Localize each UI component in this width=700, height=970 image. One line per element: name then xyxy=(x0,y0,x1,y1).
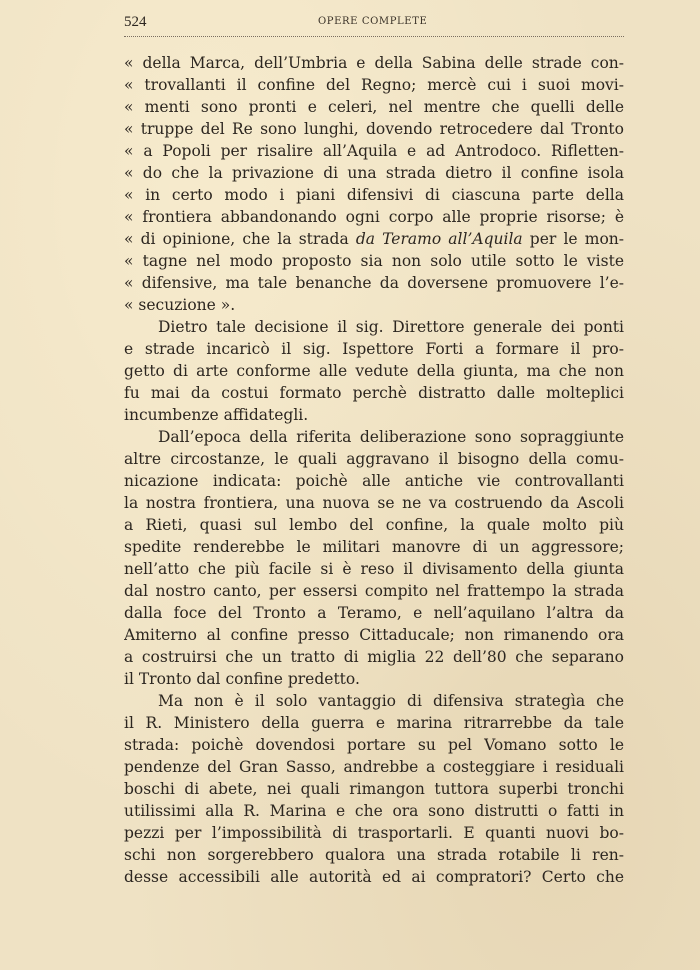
text-line: getto di arte conforme alle vedute della giunta, ma che non xyxy=(124,362,624,380)
text-segment: per le mon- xyxy=(522,230,624,248)
text-line: nicazione indicata: poichè alle antiche vie controvallanti xyxy=(124,472,624,490)
text-line: dalla foce del Tronto a Teramo, e nell’aquilano l’altra da xyxy=(124,604,624,622)
text-line: pendenze del Gran Sasso, andrebbe a costeggiare i residuali xyxy=(124,758,624,776)
text-segment: « di opinione, che la strada xyxy=(124,230,356,248)
text-line: boschi di abete, nei quali rimangon tuttora superbi tronchi xyxy=(124,780,624,798)
text-line: a Rieti, quasi sul lembo del confine, la quale molto più xyxy=(124,516,624,534)
text-line: « secuzione ». xyxy=(124,296,236,314)
text-line: « in certo modo i piani difensivi di ciascuna parte della xyxy=(124,186,624,204)
text-line: « menti sono pronti e celeri, nel mentre che quelli delle xyxy=(124,98,624,116)
text-line: « tagne nel modo proposto sia non solo utile sotto le viste xyxy=(124,252,624,270)
text-line: Amiterno al confine presso Cittaducale; non rimanendo ora xyxy=(124,626,624,644)
text-line: altre circostanze, le quali aggravano il bisogno della comu- xyxy=(124,450,624,468)
paragraph-first-line: Ma non è il solo vantaggio di difensiva strategìa che xyxy=(158,692,624,710)
text-line: la nostra frontiera, una nuova se ne va costruendo da Ascoli xyxy=(124,494,624,512)
text-line: utilissimi alla R. Marina e che ora sono distrutti o fatti in xyxy=(124,802,624,820)
text-line: desse accessibili alle autorità ed ai compratori? Certo che xyxy=(124,868,624,886)
text-line: fu mai da costui formato perchè distratto dalle molteplici xyxy=(124,384,624,402)
text-line: « truppe del Re sono lunghi, dovendo retrocedere dal Tronto xyxy=(124,120,624,138)
text-line: dal nostro canto, per essersi compito nel frattempo la strada xyxy=(124,582,624,600)
text-line: « trovallanti il confine del Regno; mercè cui i suoi movi- xyxy=(124,76,624,94)
italic-phrase: da Teramo all’Aquila xyxy=(355,230,523,248)
text-line: « do che la privazione di una strada dietro il confine isola xyxy=(124,164,624,182)
text-line: a costruirsi che un tratto di miglia 22 dell’80 che separano xyxy=(124,648,624,666)
paragraph-first-line: Dall’epoca della riferita deliberazione sono sopraggiunte xyxy=(158,428,624,446)
text-line: incumbenze affidategli. xyxy=(124,406,309,424)
text-line-with-italic xyxy=(124,228,624,250)
text-line: « a Popoli per risalire all’Aquila e ad Antrodoco. Rifletten- xyxy=(124,142,624,160)
text-line: nell’atto che più facile si è reso il divisamento della giunta xyxy=(124,560,624,578)
text-line: « della Marca, dell’Umbria e della Sabina delle strade con- xyxy=(124,54,624,72)
text-line: « frontiera abbandonando ogni corpo alle proprie risorse; è xyxy=(124,208,624,226)
paragraph-first-line: Dietro tale decisione il sig. Direttore generale dei ponti xyxy=(158,318,624,336)
page-number: 524 xyxy=(124,14,147,30)
text-line: « difensive, ma tale benanche da doversene promuovere l’e- xyxy=(124,274,624,292)
text-line: il Tronto dal confine predetto. xyxy=(124,670,360,688)
text-line: strada: poichè dovendosi portare su pel Vomano sotto le xyxy=(124,736,624,754)
running-head: OPERE COMPLETE xyxy=(318,16,428,27)
text-line: il R. Ministero della guerra e marina ritrarrebbe da tale xyxy=(124,714,624,732)
text-line: pezzi per l’impossibilità di trasportarli. E quanti nuovi bo- xyxy=(124,824,624,842)
text-line: e strade incaricò il sig. Ispettore Forti a formare il pro- xyxy=(124,340,624,358)
page-header xyxy=(124,12,624,37)
body-text xyxy=(124,52,624,888)
text-line: schi non sorgerebbero qualora una strada rotabile li ren- xyxy=(124,846,624,864)
text-line: spedite renderebbe le militari manovre di un aggressore; xyxy=(124,538,624,556)
